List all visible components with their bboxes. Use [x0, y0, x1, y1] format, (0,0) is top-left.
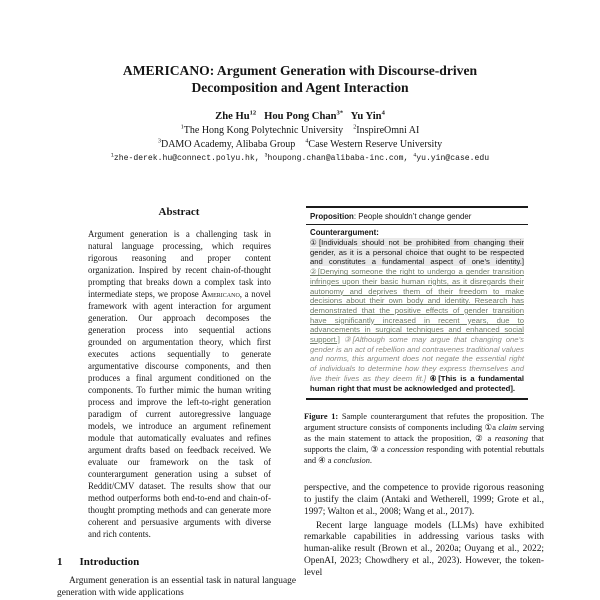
affiliation-line-2: $^3$DAMO Academy, Alibaba Group $^4$Case Western Reserve University: [157, 137, 443, 150]
counterargument-label: Counterargument:: [310, 228, 379, 237]
introduction-paragraph: Argument generation is an essential task in natural language generation with wide applications: [57, 576, 296, 598]
section-title: Introduction: [79, 556, 140, 568]
paper-title: [0, 62, 600, 96]
section-heading-introduction: [57, 556, 296, 568]
figure-1-caption: Figure 1: Sample counterargument that refutes the proposition. The argument structure consists of components including ①a claim serving as the main statement to attack the proposition, ② a reasoning that supports the claim, ③ a concession responding with potential rebuttals and ④ a conclusion.: [304, 412, 545, 465]
abstract-heading: Abstract: [158, 206, 200, 218]
right-column: [304, 206, 544, 580]
body-paragraph-1: perspective, and the competence to provide rigorous reasoning to justify the claim (Antaki and Wetherell, 1999; Grote et al., 1997; Walton et al., 2008; Wang et al., 2017).: [304, 482, 544, 517]
figure-1-box: [306, 206, 528, 400]
proposition-label: Proposition: [310, 212, 354, 221]
paper-title-line2: Decomposition and Agent Interaction: [191, 80, 409, 95]
author-line: Zhe Hu$^{12}$ Hou Pong Chan$^{3*}$ Yu Yin$^4$: [215, 109, 385, 122]
left-column: [57, 206, 296, 540]
affiliation-line-1: $^1$The Hong Kong Polytechnic University $^2$InspireOmni AI: [180, 123, 420, 136]
affiliations: [0, 124, 600, 152]
proposition-row: [306, 208, 528, 225]
counterargument-text: ①[Individuals should not be prohibited from changing their gender, as it is a personal choice that ought to be respected and constitutes a fundamental aspect of one’s identity.] ②[Denying someone the right to undergo a gender transition infringes upon their basic human rights, as it disregards their autonomy and deprives them of their freedom to make decisions about their own body and identity. Research has demonstrated that the positive effects of gender transition have significantly increased in recent years, due to advancements in surgical techniques and enhanced social support.] ③[Although some may argue that changing one’s gender is an act of rebellion and contravenes traditional values and norms, this argument does not negate the essential right of individuals to determine how they express themselves and live their lives as they deem fit.] ④[This is a fundamental human right that must be acknowledged and protected].: [310, 238, 524, 393]
introduction-section: [57, 556, 296, 600]
body-paragraph-2: Recent large language models (LLMs) have exhibited remarkable capabilities in addressing various tasks with human-alike result (Brown et al., 2020a; Ouyang et al., 2022; OpenAI, 2023; Chowdhery et al., 2023). However, the token-level: [304, 520, 544, 579]
paper-header: [0, 62, 600, 163]
counterargument-section: [306, 225, 528, 398]
paper-title-line1: AMERICANO: Argument Generation with Discourse-driven: [122, 63, 478, 78]
proposition-text: : People shouldn’t change gender: [353, 212, 472, 221]
section-number: 1: [57, 556, 63, 568]
email-line: $^1$zhe-derek.hu@connect.polyu.hk, $^3$houpong.chan@alibaba-inc.com, $^4$yu.yin@case.edu: [110, 152, 490, 163]
abstract-body: Argument generation is a challenging task in natural language processing, which requires rigorous reasoning and proper content organization. Inspired by recent chain-of-thought prompting that breaks down a complex task into intermediate steps, we propose Americano, a novel framework with agent interaction for argument generation. Our approach decomposes the generation process into sequential actions grounded on argumentation theory, which first executes actions sequentially to generate argumentative discourse components, and then produces a final argument conditioned on the components. To further mimic the human writing process and improve the left-to-right generation paradigm of current autoregressive language models, we introduce an argument refinement module that automatically evaluates and refines argument drafts based on feedback received. We evaluate our framework on the task of counterargument generation using a subset of Reddit/CMV dataset. The results show that our method outperforms both end-to-end and chain-of-thought prompting methods and can generate more coherent and persuasive arguments with diverse and rich contents.: [88, 229, 271, 539]
